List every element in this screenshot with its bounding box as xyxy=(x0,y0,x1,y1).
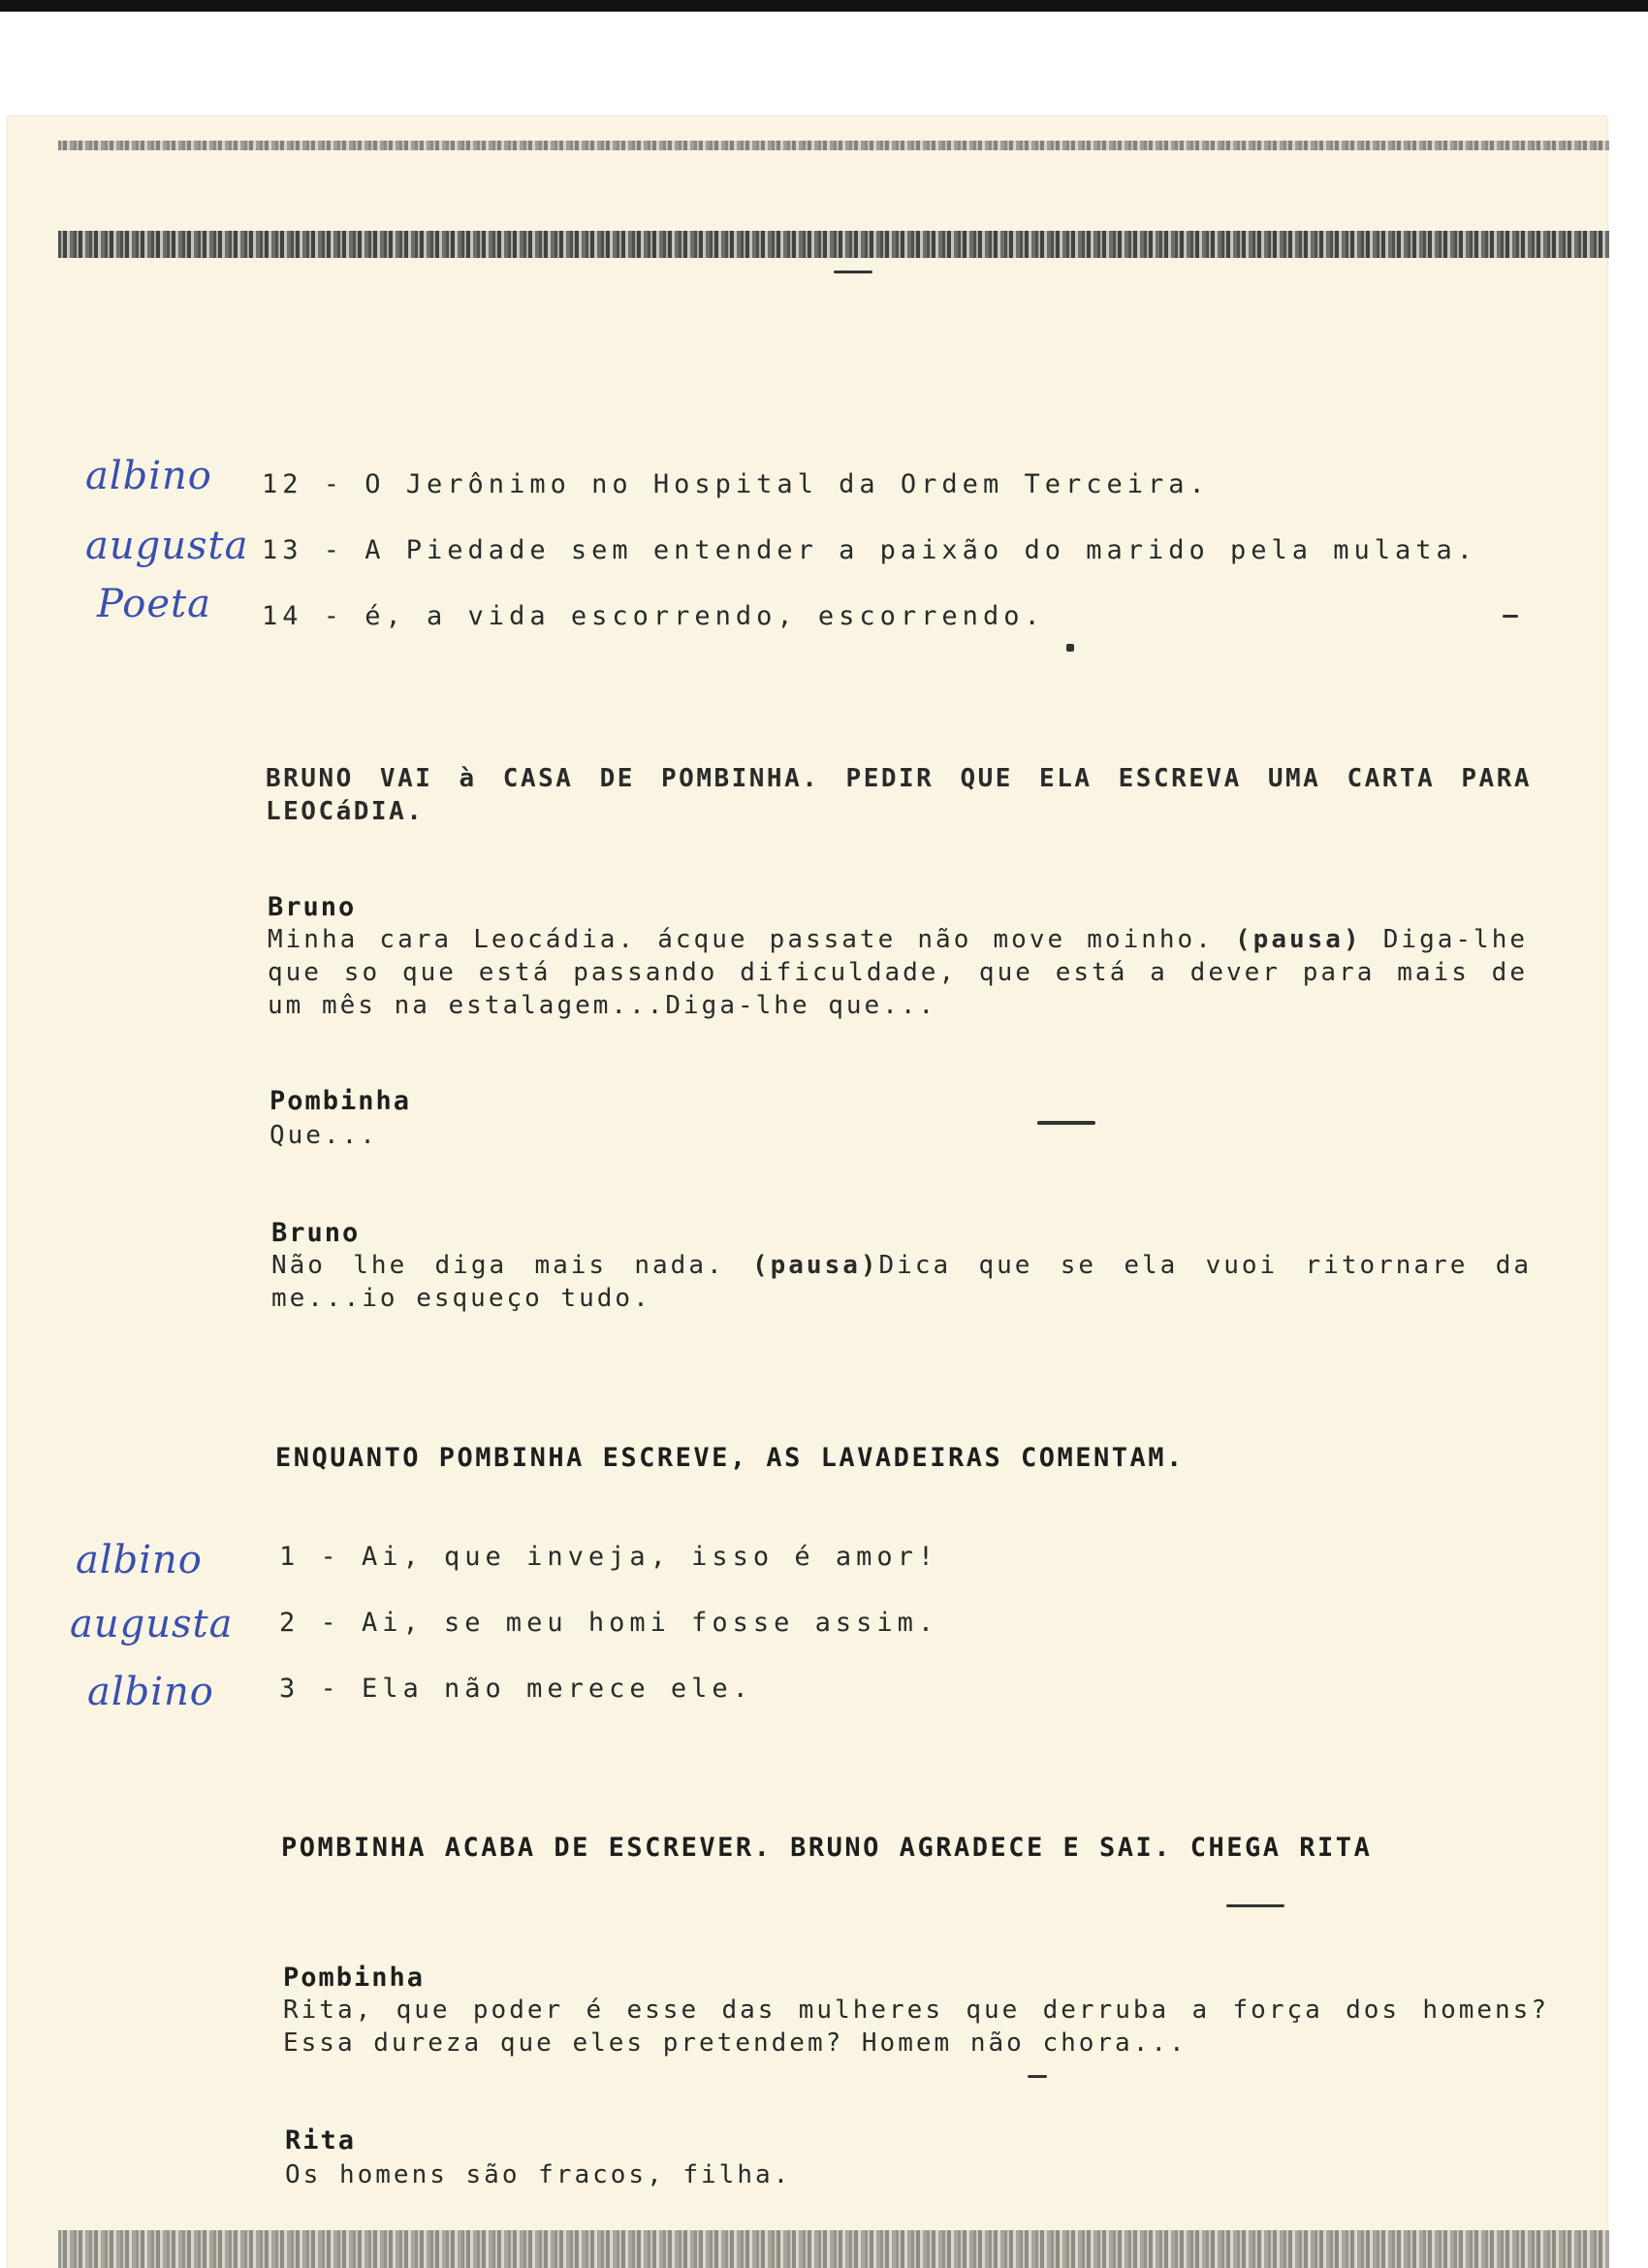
photocopy-speck xyxy=(1066,644,1074,652)
marginal-note: albino xyxy=(85,454,212,498)
marginal-note: augusta xyxy=(85,524,249,568)
scene-heading: ENQUANTO POMBINHA ESCREVE, AS LAVADEIRAS COMENTAM. xyxy=(275,1443,1185,1473)
speaker-name: Pombinha xyxy=(269,1086,412,1116)
list-item: 1 - Ai, que inveja, isso é amor! xyxy=(279,1542,939,1572)
speaker-name: Bruno xyxy=(268,892,357,922)
marginal-note: albino xyxy=(87,1670,214,1714)
photocopy-speck xyxy=(1503,615,1518,618)
list-item: 12 - O Jerônimo no Hospital da Ordem Terceira. xyxy=(262,469,1210,499)
speaker-name: Bruno xyxy=(271,1218,361,1248)
photocopy-speck xyxy=(1028,2075,1047,2078)
scene-heading: POMBINHA ACABA DE ESCREVER. BRUNO AGRADECE E SAI. CHEGA RITA xyxy=(281,1833,1373,1863)
photocopy-speck xyxy=(834,271,872,273)
speaker-name: Rita xyxy=(285,2125,357,2156)
list-item: 13 - A Piedade sem entender a paixão do marido pela mulata. xyxy=(262,535,1478,565)
dialogue-text: Rita, que poder é esse das mulheres que derruba a força dos homens? Essa dureza que eles pretendem? Homem não chora... xyxy=(283,1996,1549,2058)
photocopy-noise-bottom xyxy=(58,2230,1609,2268)
dialogue-text: Que... xyxy=(269,1121,378,1150)
list-item: 2 - Ai, se meu homi fosse assim. xyxy=(279,1608,939,1638)
marginal-note: augusta xyxy=(70,1602,234,1646)
scan-top-edge xyxy=(0,0,1648,12)
dialogue-text: Minha cara Leocádia. ácque passate não move moinho. (pausa) Diga-lhe que so que está passando dificuldade, que está a dever para mais de um mês na estalagem...Diga-lhe que... xyxy=(268,925,1529,1020)
list-item: 14 - é, a vida escorrendo, escorrendo. xyxy=(262,601,1045,631)
marginal-note: Poeta xyxy=(97,582,211,626)
photocopy-noise-band xyxy=(58,231,1609,258)
photocopy-noise-top xyxy=(58,141,1609,150)
marginal-note: albino xyxy=(76,1538,203,1582)
scene-heading: BRUNO VAI à CASA DE POMBINHA. PEDIR QUE ELA ESCREVA UMA CARTA PARA LEOCáDIA. xyxy=(266,764,1532,826)
dialogue-text: Os homens são fracos, filha. xyxy=(285,2160,792,2189)
photocopy-speck xyxy=(1037,1121,1095,1125)
photocopy-speck xyxy=(1226,1904,1284,1907)
speaker-name: Pombinha xyxy=(283,1963,426,1993)
dialogue-text: Não lhe diga mais nada. (pausa)Dica que se ela vuoi ritornare da me...io esqueço tudo. xyxy=(271,1251,1533,1313)
script-page xyxy=(8,116,1607,2268)
list-item: 3 - Ela não merece ele. xyxy=(279,1674,753,1704)
